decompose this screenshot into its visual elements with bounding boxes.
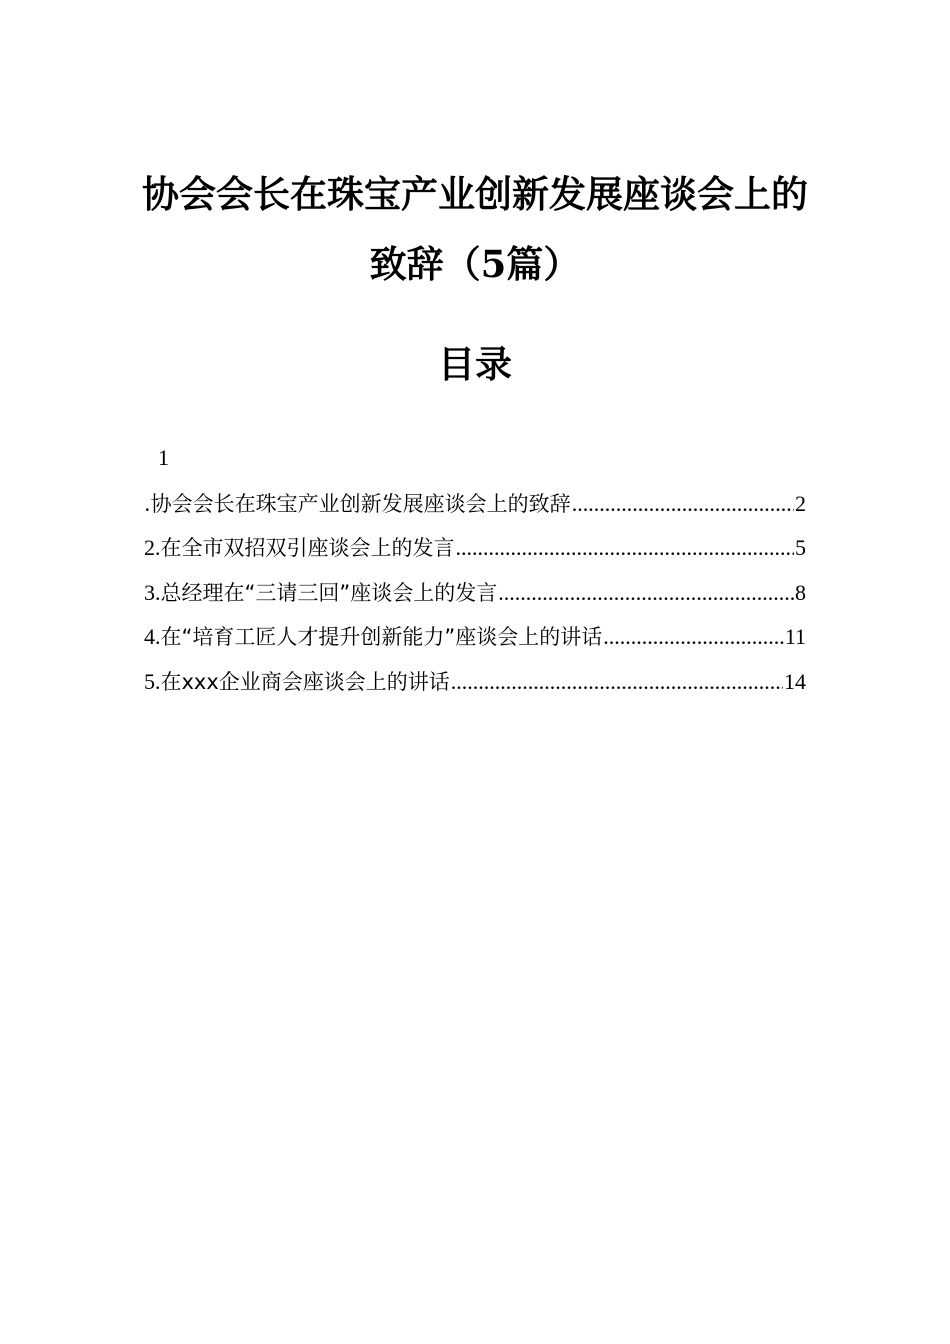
toc-leader-dots [456, 533, 795, 563]
document-title-line-2: 致辞（5篇） [369, 242, 581, 286]
toc-entry-1-number: 1 [158, 445, 169, 470]
toc-entry-label: 5.在xxx企业商会座谈会上的讲话 [144, 669, 450, 694]
toc-entry[interactable] [144, 489, 806, 519]
document-title-line-1: 协会会长在珠宝产业创新发展座谈会上的 [142, 172, 808, 216]
toc-page-number: 5 [795, 535, 806, 560]
toc-entry-label: .协会会长在珠宝产业创新发展座谈会上的致辞 [144, 492, 571, 516]
toc-entry[interactable] [144, 578, 806, 608]
toc-page-number: 11 [784, 624, 806, 649]
toc-entry-label: 2.在全市双招双引座谈会上的发言 [144, 535, 455, 560]
toc-leader-dots [498, 578, 794, 608]
toc-page-number: 8 [795, 580, 806, 605]
toc-entry[interactable] [144, 533, 806, 563]
toc-leader-dots [451, 667, 783, 697]
toc-page-number: 14 [784, 669, 806, 694]
toc-heading: 目录 [438, 342, 512, 386]
toc-entry-label: 4.在“培育工匠人才提升创新能力”座谈会上的讲话 [144, 624, 603, 649]
toc-leader-dots [603, 622, 784, 652]
toc-page-number: 2 [795, 491, 806, 516]
toc-entry[interactable] [144, 622, 806, 652]
toc-entry[interactable] [144, 667, 806, 697]
toc-leader-dots [572, 489, 794, 519]
toc-entry-label: 3.总经理在“三请三回”座谈会上的发言 [144, 580, 498, 605]
